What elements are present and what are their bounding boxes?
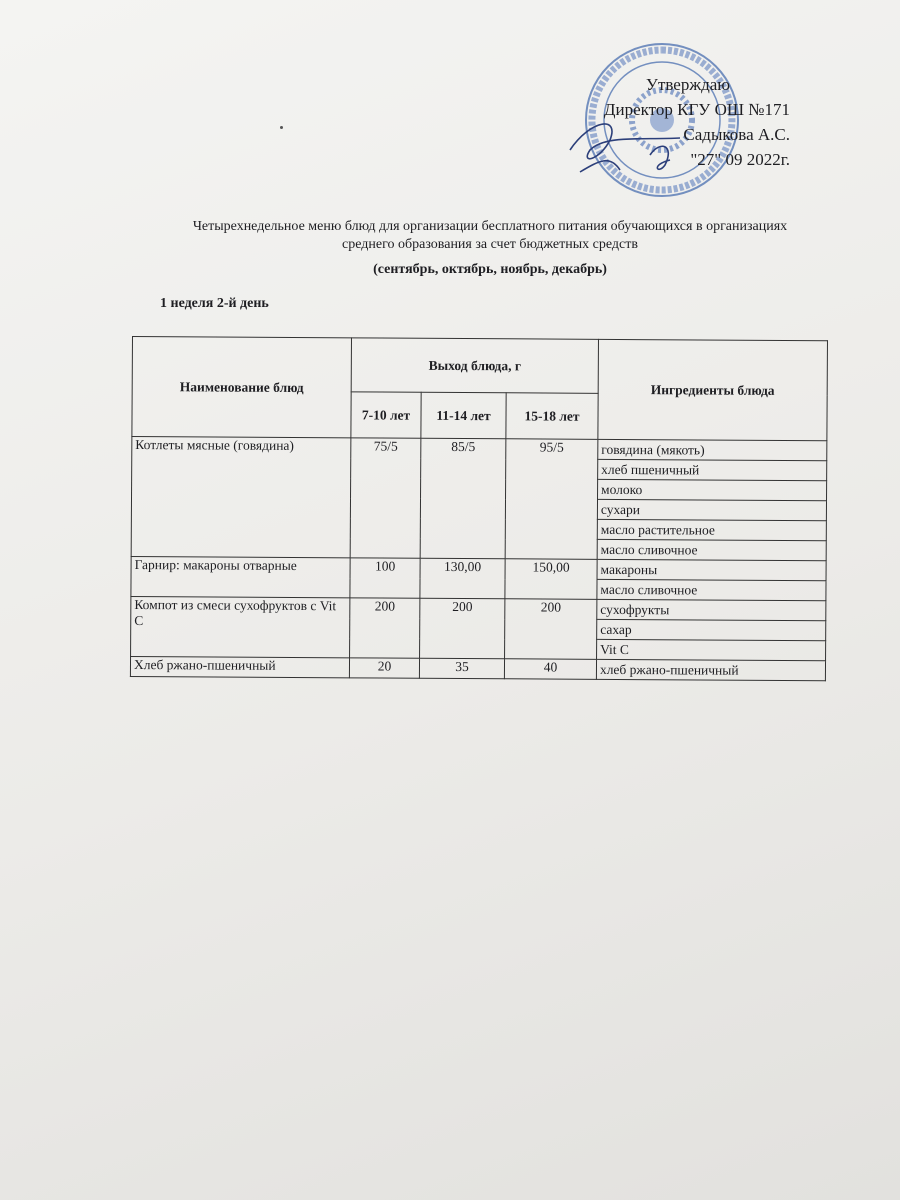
header-age-15-18: 15-18 лет bbox=[506, 393, 598, 440]
ingredient: сахар bbox=[597, 619, 826, 640]
ingredient: хлеб ржано-пшеничный bbox=[596, 659, 825, 680]
header-dish: Наименование блюд bbox=[132, 337, 352, 438]
yield-value: 100 bbox=[350, 558, 420, 598]
ingredient: масло сливочное bbox=[597, 579, 826, 600]
yield-value: 200 bbox=[350, 598, 420, 658]
header-yield: Выход блюда, г bbox=[351, 338, 598, 394]
menu-table bbox=[130, 336, 828, 681]
ingredient: масло растительное bbox=[597, 519, 826, 540]
table-row bbox=[131, 556, 826, 580]
table-row bbox=[132, 437, 827, 461]
yield-value: 20 bbox=[349, 658, 419, 678]
yield-value: 130,00 bbox=[420, 558, 505, 599]
approval-position: Директор КГУ ОШ №171 bbox=[603, 100, 790, 119]
ingredient: говядина (мякоть) bbox=[598, 439, 827, 460]
ingredient: хлеб пшеничный bbox=[598, 459, 827, 480]
yield-value: 85/5 bbox=[420, 438, 506, 559]
approval-date: "27" 09 2022г. bbox=[690, 150, 790, 169]
header-ingredients: Ингредиенты блюда bbox=[598, 339, 828, 440]
dish-name: Хлеб ржано-пшеничный bbox=[130, 656, 349, 677]
table-row bbox=[131, 596, 826, 620]
yield-value: 95/5 bbox=[505, 439, 598, 560]
ingredient: макароны bbox=[597, 559, 826, 580]
ingredient: сухари bbox=[597, 499, 826, 520]
ingredient: сухофрукты bbox=[597, 599, 826, 620]
ingredient: молоко bbox=[598, 479, 827, 500]
header-age-7-10: 7-10 лет bbox=[351, 392, 421, 438]
title-line-1: Четырехнедельное меню блюд для организации бесплатного питания обучающихся в организациях bbox=[192, 219, 788, 234]
dish-name: Котлеты мясные (говядина) bbox=[131, 437, 351, 558]
ingredient: Vit C bbox=[597, 639, 826, 660]
approval-name: Садыкова А.С. bbox=[683, 125, 790, 144]
yield-value: 35 bbox=[419, 658, 504, 679]
approval-label: Утверждаю bbox=[645, 75, 730, 94]
yield-value: 40 bbox=[504, 659, 596, 680]
yield-value: 75/5 bbox=[350, 438, 421, 558]
yield-value: 200 bbox=[505, 599, 597, 660]
header-age-11-14: 11-14 лет bbox=[421, 392, 506, 439]
dish-name: Компот из смеси сухофруктов с Vit C bbox=[131, 596, 350, 657]
speck bbox=[280, 126, 283, 129]
document-title bbox=[150, 218, 830, 254]
yield-value: 150,00 bbox=[505, 559, 597, 600]
yield-value: 200 bbox=[420, 598, 505, 659]
dish-name: Гарнир: макароны отварные bbox=[131, 556, 350, 597]
week-day-label: 1 неделя 2-й день bbox=[160, 296, 269, 311]
title-line-2: среднего образования за счет бюджетных средств bbox=[342, 237, 638, 252]
table-row bbox=[130, 656, 825, 680]
months-subtitle: (сентябрь, октябрь, ноябрь, декабрь) bbox=[373, 262, 607, 277]
ingredient: масло сливочное bbox=[597, 539, 826, 560]
signature bbox=[560, 110, 710, 180]
